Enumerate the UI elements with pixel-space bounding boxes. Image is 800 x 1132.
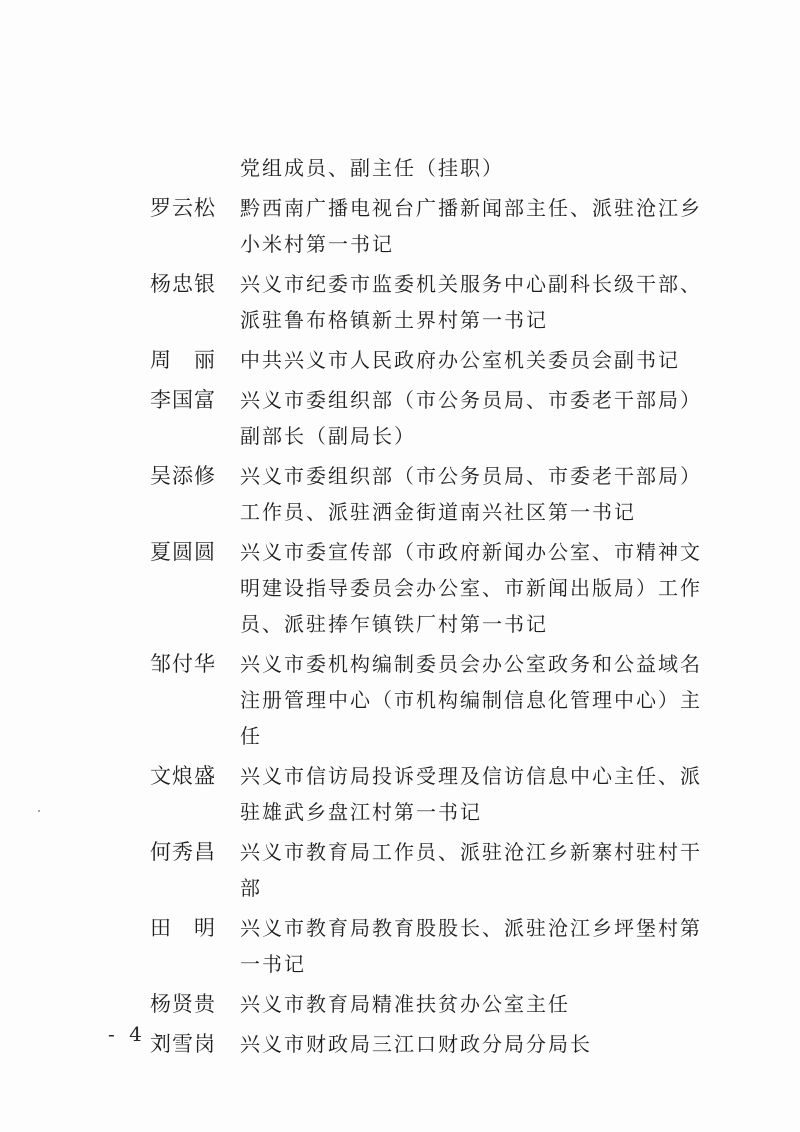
entry-duty: 兴义市教育局教育股股长、派驻沧江乡坪堡村第一书记 xyxy=(240,916,702,976)
list-item xyxy=(150,458,710,530)
entry-duty: 党组成员、副主任（挂职） xyxy=(240,156,504,180)
list-item xyxy=(150,266,710,338)
list-item xyxy=(150,534,710,642)
list-item xyxy=(150,758,710,830)
entry-name: 田 明 xyxy=(150,916,216,940)
scan-speck xyxy=(38,810,40,812)
entry-duty: 黔西南广播电视台广播新闻部主任、派驻沧江乡小米村第一书记 xyxy=(240,196,702,256)
list-item xyxy=(150,190,710,262)
list-item xyxy=(150,1026,710,1062)
list-item xyxy=(150,382,710,454)
entry-name: 周 丽 xyxy=(150,348,216,372)
list-item xyxy=(150,342,710,378)
entry-name: 李国富 xyxy=(150,388,216,412)
entry-duty: 兴义市教育局工作员、派驻沧江乡新寨村驻村干部 xyxy=(240,840,702,900)
list-item xyxy=(150,646,710,754)
entry-name: 刘雪岗 xyxy=(150,1032,216,1056)
entry-duty: 中共兴义市人民政府办公室机关委员会副书记 xyxy=(240,348,680,372)
entry-name: 罗云松 xyxy=(150,196,216,220)
entry-duty: 兴义市委组织部（市公务员局、市委老干部局）工作员、派驻洒金街道南兴社区第一书记 xyxy=(240,464,702,524)
list-item xyxy=(150,986,710,1022)
entry-duty: 兴义市财政局三江口财政分局分局长 xyxy=(240,1032,592,1056)
list-item xyxy=(150,834,710,906)
entry-name: 夏圆圆 xyxy=(150,540,216,564)
entry-duty: 兴义市委宣传部（市政府新闻办公室、市精神文明建设指导委员会办公室、市新闻出版局）工作员、派驻捧乍镇铁厂村第一书记 xyxy=(240,540,702,636)
entry-name: 杨忠银 xyxy=(150,272,216,296)
entry-name: 邹付华 xyxy=(150,652,216,676)
entry-duty: 兴义市教育局精准扶贫办公室主任 xyxy=(240,992,570,1016)
list-item-continuation xyxy=(150,150,710,186)
entry-duty: 兴义市信访局投诉受理及信访信息中心主任、派驻雄武乡盘江村第一书记 xyxy=(240,764,702,824)
entry-duty: 兴义市委组织部（市公务员局、市委老干部局）副部长（副局长） xyxy=(240,388,702,448)
entry-name: 文烺盛 xyxy=(150,764,216,788)
entry-duty: 兴义市委机构编制委员会办公室政务和公益域名注册管理中心（市机构编制信息化管理中心）主任 xyxy=(240,652,702,748)
entry-name: 杨贤贵 xyxy=(150,992,216,1016)
page-number: - 4 - xyxy=(108,1022,167,1046)
appointment-list xyxy=(150,150,710,1066)
list-item xyxy=(150,910,710,982)
entry-duty: 兴义市纪委市监委机关服务中心副科长级干部、派驻鲁布格镇新土界村第一书记 xyxy=(240,272,702,332)
entry-name: 吴添修 xyxy=(150,464,216,488)
entry-name: 何秀昌 xyxy=(150,840,216,864)
